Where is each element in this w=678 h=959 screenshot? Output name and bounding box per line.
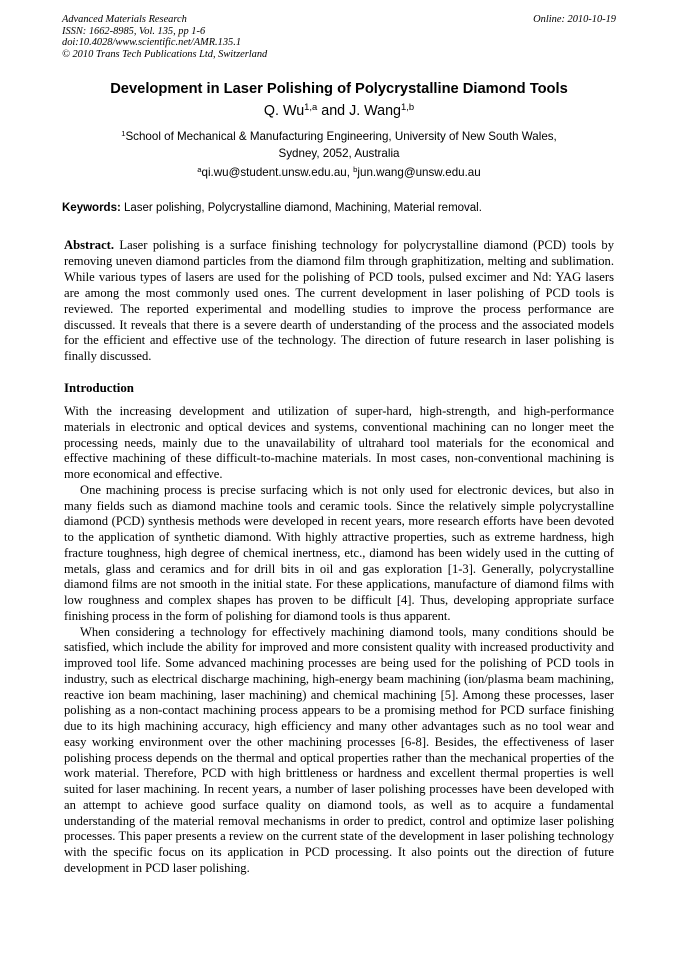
online-date: Online: 2010-10-19 xyxy=(533,14,616,25)
keywords-text: Laser polishing, Polycrystalline diamond, Machining, Material removal. xyxy=(120,202,482,214)
section-heading-introduction: Introduction xyxy=(64,381,134,395)
keywords-label: Keywords: xyxy=(62,202,121,214)
author-conjunction: and xyxy=(317,103,350,119)
email-b-marker: b xyxy=(353,164,358,174)
journal-header xyxy=(62,14,616,60)
abstract-label: Abstract. xyxy=(64,238,115,252)
author-wu: Q. Wu xyxy=(263,103,305,119)
author-wang: J. Wang xyxy=(349,103,401,119)
intro-paragraph-2: One machining process is precise surfacing which is not only used for electronic devices, but also in many fields such as diamond machine tools and ceramic tools. Since the relatively simple polycrystalline diamond (PCD) synthesis methods were developed in recent years, more research efforts have been devoted to the application of synthetic diamond. With highly attractive properties, such as extreme hardness, high fracture toughness, high degree of chemical inertness, etc., diamond has been widely used in the cutting of metals, glass and ceramics and for drill bits in oil and gas exploration [1-3]. Generally, polycrystalline diamond films are not smooth in the initial state. For these applications, manufacture of diamond films with low roughness and complex shapes has proven to be difficult [4]. Thus, developing appropriate surface finishing process in the form of polishing for diamond tools is thus apparent. xyxy=(64,482,614,623)
intro-paragraph-3: When considering a technology for effectively machining diamond tools, many conditions should be satisfied, which include the ability for improved and more consistent quality with increased productivity and improved tool life. Some advanced machining processes are being used for the polishing of PCD tools in industry, such as electrical discharge machining, high-energy beam machining (ion/plasma beam machining, reactive ion beam machining, laser machining) and chemical machining [5]. Among these processes, laser polishing as a non-contact machining process appears to be a promising method for PCD surface finishing due to its high machining accuracy, high efficiency and many other advantages such as no tool wear and easy working environment over the other machining processes [6-8]. Besides, the effectiveness of laser polishing process depends on the thermal and optical properties rather than the mechanical properties of the work material. Therefore, PCD with high brittleness or hardness and excellent thermal properties is well suited for laser machining. In recent years, a number of laser polishing processes have been developed with an attempt to achieve good surface quality on diamond tools, as well as to acquire a fundamental understanding of the material removal mechanisms in order to predict, control and optimize laser polishing processes. This paper presents a review on the current state of the development in laser polishing technology with the specific focus on its application in PCD processing. It also points out the direction of future development in PCD laser polishing. xyxy=(64,624,614,875)
abstract-text: Laser polishing is a surface finishing technology for polycrystalline diamond (PCD) tools by removing uneven diamond particles from the diamond film through graphitization, melting and sublimation. While various types of lasers are used for the polishing of PCD tools, pulsed excimer and Nd: YAG lasers are among the most commonly used ones. The current development in laser polishing of PCD tools is reviewed. The reported experimental and modelling studies to improve the process performance are discussed. It reveals that there is a severe dearth of understanding of the process and the associated models for the efficient and effective use of the technology. The direction of future research in laser polishing is finally discussed. xyxy=(64,238,614,364)
author-list xyxy=(0,101,678,122)
intro-paragraph-1: With the increasing development and utilization of super-hard, high-strength, and high-performance materials in electronic and optical devices and systems, conventional machining can no longer meet the processing needs, mainly due to the unavailability of ultrahard tool materials for the economical and effective machining of these difficult-to-machine materials. In most cases, non-conventional machining is more economical and effective. xyxy=(64,404,614,481)
affiliation-marker: 1 xyxy=(121,128,126,138)
author-emails xyxy=(0,165,678,182)
author-wang-affil: 1,b xyxy=(401,100,415,112)
email-a: qi.wu@student.unsw.edu.au, xyxy=(201,166,354,179)
affiliation xyxy=(0,129,678,162)
author-wu-affil: 1,a xyxy=(304,100,318,112)
journal-name: Advanced Materials Research xyxy=(62,14,187,25)
keywords xyxy=(62,201,616,216)
introduction-body xyxy=(64,404,614,877)
affiliation-line-2: Sydney, 2052, Australia xyxy=(278,147,400,160)
paper-title: Development in Laser Polishing of Polycrystalline Diamond Tools xyxy=(110,81,568,97)
doi-line: doi:10.4028/www.scientific.net/AMR.135.1 xyxy=(62,37,242,49)
affiliation-line-1: School of Mechanical & Manufacturing Engineering, University of New South Wales, xyxy=(125,130,557,143)
abstract xyxy=(64,238,614,365)
email-a-marker: a xyxy=(197,164,202,174)
issn-line: ISSN: 1662-8985, Vol. 135, pp 1-6 xyxy=(62,25,206,37)
email-b: jun.wang@unsw.edu.au xyxy=(357,166,481,179)
copyright-line: © 2010 Trans Tech Publications Ltd, Switzerland xyxy=(62,48,268,60)
